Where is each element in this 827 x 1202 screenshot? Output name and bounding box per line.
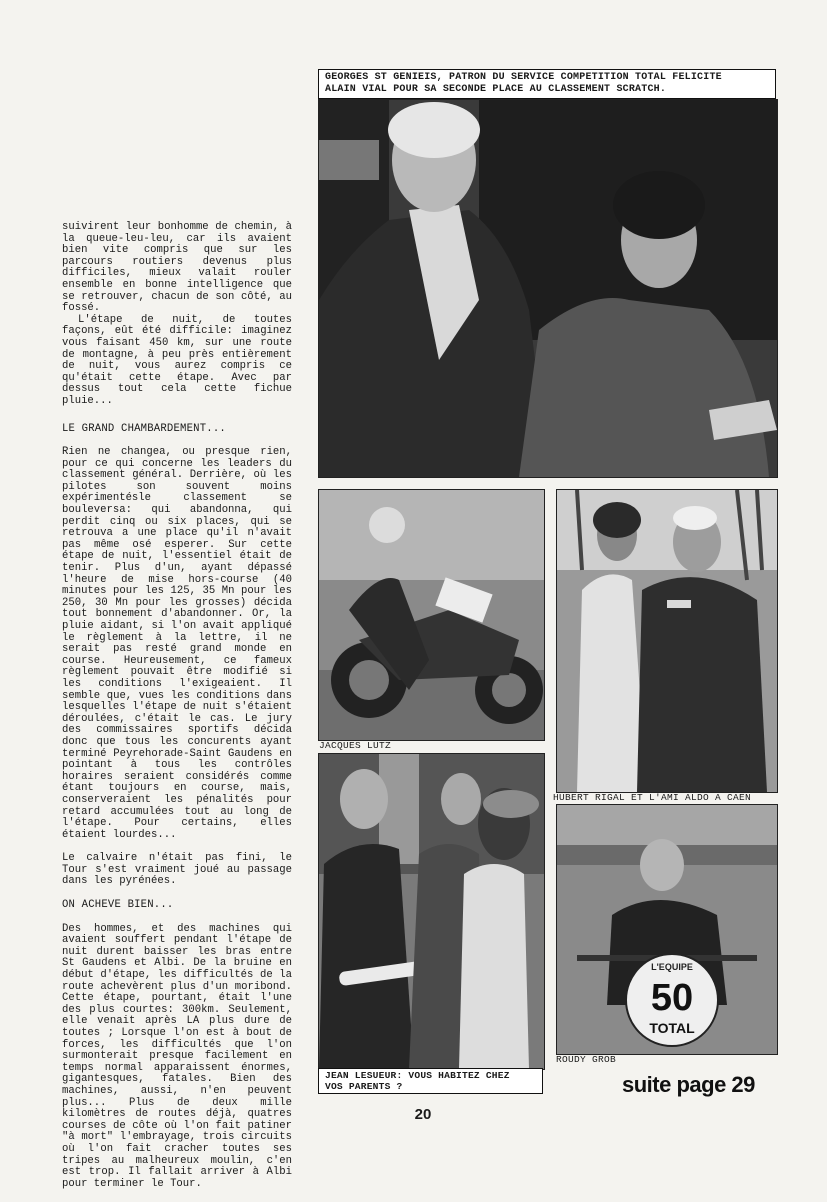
race-plate-brand: TOTAL	[649, 1020, 695, 1036]
caption-jean-lesueur-line-2: VOS PARENTS ?	[325, 1081, 403, 1092]
photo-jean-lesueur	[318, 753, 545, 1070]
article-paragraph-3: Rien ne changea, ou presque rien, pour ce qui concerne les leaders du classement général. Derrière, où les pilotes son souvent moins expérimentésle classement se bouleversa: qui abandonna, qui perdit cinq ou six places, qui se retrouva a une place qu'il n'avait pas même osé esperer. Sur cette étape de nuit, l'essentiel était de tenir. Plus d'un, ayant dépassé l'heure de mise hors-course (40 minutes pour les 125, 35 Mn pour les 250, 30 Mn pour les grosses) décida tout bonnement d'abandonner. Or, la pluie aidant, si l'on avait appliqué le règlement à la lettre, il ne serait pas resté grand monde en course. Heureusement, ce fameux règlement pouvait être modifié si les conditions l'exigeaient. Il semble que, vues les conditions dans lesquelles l'étape de nuit s'étaient déroulées, c'était le cas. Le jury des commissaires sportifs décida donc que tous les concurents ayant terminé Peyrehorade-Saint Gaudens en pointant à tous les contrôles horaires seraient considérés comme étant toujours en course, mais, conserveraient les pénalités pour retard accumulées tout au long de l'étape. Pour certains, elles étaient lourdes...	[62, 446, 292, 841]
article-paragraph-5: Des hommes, et des machines qui avaient souffert pendant l'étape de nuit durent baisser les bras entre St Gaudens et Albi. De la bruine en début d'étape, les difficultés de la route achevèrent plus d'un moribond. Cette étape, pourtant, était l'une des plus courtes: 300km. Seulement, elle venait après LA plus dure de toutes ; Lorsque l'on est à bout de forces, les difficultés que l'on surmonterait presque facilement en temps normal apparaissent énormes, gigantesques, fatales. Bien des machines, aussi, n'en peuvent plus... Plus de deux mille kilomètres de routes déjà, quatres courses de côte où l'on fait patiner "à mort" l'embrayage, trois circuits où l'on fait cracher toutes ses tripes au malheureux moulin, c'en est trop. Il fallait arriver à Albi pour terminer le Tour.	[62, 922, 292, 1190]
caption-jean-lesueur	[318, 1068, 543, 1094]
photo-jacques-lutz-art	[319, 490, 544, 740]
page-number: 20	[414, 1106, 432, 1123]
photo-jacques-lutz	[318, 489, 545, 741]
caption-jacques-lutz: JACQUES LUTZ	[319, 740, 392, 751]
continued-on-page-notice: suite page 29	[622, 1072, 755, 1097]
photo-st-genieis-and-vial	[318, 99, 778, 478]
caption-jean-lesueur-line-1: JEAN LESUEUR: VOUS HABITEZ CHEZ	[325, 1070, 510, 1081]
photo-hubert-rigal-aldo	[556, 489, 778, 793]
article-paragraph-4: Le calvaire n'était pas fini, le Tour s'est vraiment joué au passage dans les pyrénées.	[62, 852, 292, 888]
top-photo-caption	[318, 69, 776, 99]
top-caption-line-2: ALAIN VIAL POUR SA SECONDE PLACE AU CLASSEMENT SCRATCH.	[325, 84, 667, 95]
caption-roudy-grob: ROUDY GROB	[556, 1054, 617, 1065]
photo-roudy-grob-art	[557, 805, 777, 1054]
section-heading-chambardement: LE GRAND CHAMBARDEMENT...	[62, 422, 226, 435]
race-plate-number: 50	[650, 977, 694, 1019]
photo-jean-lesueur-art	[319, 754, 544, 1069]
photo-st-genieis-and-vial-art	[319, 100, 777, 477]
article-paragraph-1: suivirent leur bonhomme de chemin, à la queue-leu-leu, car ils avaient bien vite compris que sur les parcours routiers devenus plus difficiles, mieux valait rouler ensemble en bonne intelligence que se retrouver, chacun de son côté, au fossé.	[62, 221, 292, 315]
section-heading-on-acheve: ON ACHEVE BIEN...	[62, 899, 174, 912]
article-column	[62, 222, 292, 1202]
top-caption-line-1: GEORGES ST GENIEIS, PATRON DU SERVICE COMPETITION TOTAL FELICITE	[325, 72, 722, 83]
race-plate-top: L'EQUIPE	[651, 962, 693, 972]
photo-roudy-grob	[556, 804, 778, 1055]
photo-hubert-rigal-aldo-art	[557, 490, 777, 792]
article-paragraph-2: L'étape de nuit, de toutes façons, eût été difficile: imaginez vous faisant 450 km, sur une route de montagne, à peu près entièrement de nuit, vous aurez compris ce qu'était cette étape. Avec par dessus tout cela cette fichue pluie...	[62, 313, 292, 407]
caption-hubert-rigal: HUBERT RIGAL ET L'AMI ALDO A CAEN	[553, 792, 752, 803]
